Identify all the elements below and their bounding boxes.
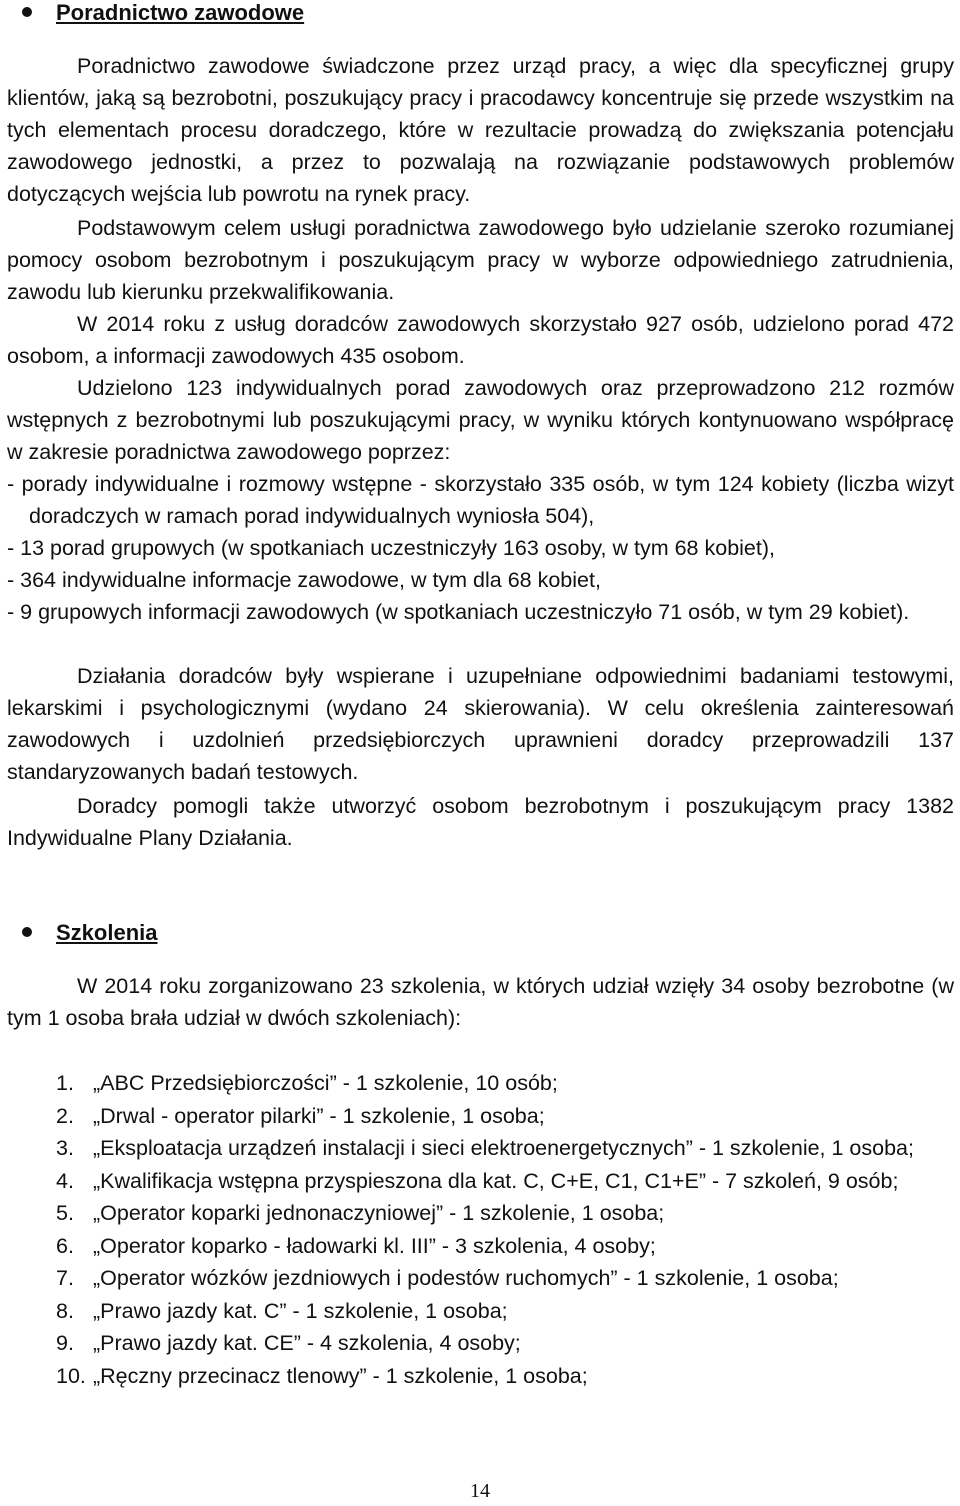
list-item: - 364 indywidualne informacje zawodowe, w tym dla 68 kobiet, [7,568,601,592]
paragraph: Doradcy pomogli także utworzyć osobom bezrobotnym i poszukującym pracy 1382 Indywidualne Plany Działania. [7,794,954,850]
list-item: - 13 porad grupowych (w spotkaniach uczestniczyły 163 osoby, w tym 68 kobiet), [7,536,775,560]
bullet-icon [22,7,32,17]
list-item: 6. „Operator koparko - ładowarki kl. III” - 3 szkolenia, 4 osoby; [56,1233,656,1258]
list-item: 10. „Ręczny przecinacz tlenowy” - 1 szkolenie, 1 osoba; [56,1363,588,1388]
paragraph: Udzielono 123 indywidualnych porad zawodowych oraz przeprowadzono 212 rozmów wstępnych z bezrobotnymi lub poszukującymi pracy, w wyniku których kontynuowano współpracę w zakresie poradnictwa zawodowego poprzez: [7,376,954,464]
training-list [56,1067,956,1392]
bullet-icon [22,927,32,937]
list-item: 1. „ABC Przedsiębiorczości” - 1 szkolenie, 10 osób; [56,1071,558,1095]
list-item: - porady indywidualne i rozmowy wstępne - skorzystało 335 osób, w tym 124 kobiety (liczba wizyt doradczych w ramach porad indywidualnych wyniosła 504), [7,472,954,528]
list-item: 4. „Kwalifikacja wstępna przyspieszona dla kat. C, C+E, C1, C1+E” - 7 szkoleń, 9 osób; [56,1168,899,1193]
section-heading-poradnictwo: Poradnictwo zawodowe [22,0,304,26]
section-heading-szkolenia: Szkolenia [22,920,157,946]
paragraph: Poradnictwo zawodowe świadczone przez urząd pracy, a więc dla specyficznej grupy klientów, jaką są bezrobotni, poszukujący pracy i pracodawcy koncentruje się przede wszystkim na tych elementach procesu doradczego, które w rezultacie prowadzą do zwiększania potencjału zawodowego jednostki, a przez to pozwalają na rozwiązanie podstawowych problemów dotyczących wejścia lub powrotu na rynek pracy. [7,54,954,206]
paragraph: W 2014 roku z usług doradców zawodowych skorzystało 927 osób, udzielono porad 472 osobom, a informacji zawodowych 435 osobom. [7,312,954,368]
list-item: 7. „Operator wózków jezdniowych i podestów ruchomych” - 1 szkolenie, 1 osoba; [56,1266,839,1290]
paragraph: Działania doradców były wspierane i uzupełniane odpowiednimi badaniami testowymi, lekarskimi i psychologicznymi (wydano 24 skierowania). W celu określenia zainteresowań zawodowych i uzdolnień przedsiębiorczych uprawnieni doradcy przeprowadzili 137 standaryzowanych badań testowych. [7,664,954,784]
paragraph: Podstawowym celem usługi poradnictwa zawodowego było udzielanie szeroko rozumianej pomocy osobom bezrobotnym i poszukującym pracy w wyborze odpowiedniego zatrudnienia, zawodu lub kierunku przekwalifikowania. [7,216,954,304]
page-number: 14 [470,1480,490,1502]
list-item: 9. „Prawo jazdy kat. CE” - 4 szkolenia, 4 osoby; [56,1331,521,1355]
paragraph: W 2014 roku zorganizowano 23 szkolenia, w których udział wzięły 34 osoby bezrobotne (w tym 1 osoba brała udział w dwóch szkoleniach): [7,974,954,1030]
list-item: - 9 grupowych informacji zawodowych (w spotkaniach uczestniczyło 71 osób, w tym 29 kobiet). [7,600,910,624]
list-item: 3. „Eksploatacja urządzeń instalacji i sieci elektroenergetycznych” - 1 szkolenie, 1 osoba; [56,1136,914,1160]
list-item: 5. „Operator koparki jednonaczyniowej” - 1 szkolenie, 1 osoba; [56,1201,665,1225]
list-item: 2. „Drwal - operator pilarki” - 1 szkolenie, 1 osoba; [56,1103,545,1128]
list-item: 8. „Prawo jazdy kat. C” - 1 szkolenie, 1 osoba; [56,1298,508,1323]
